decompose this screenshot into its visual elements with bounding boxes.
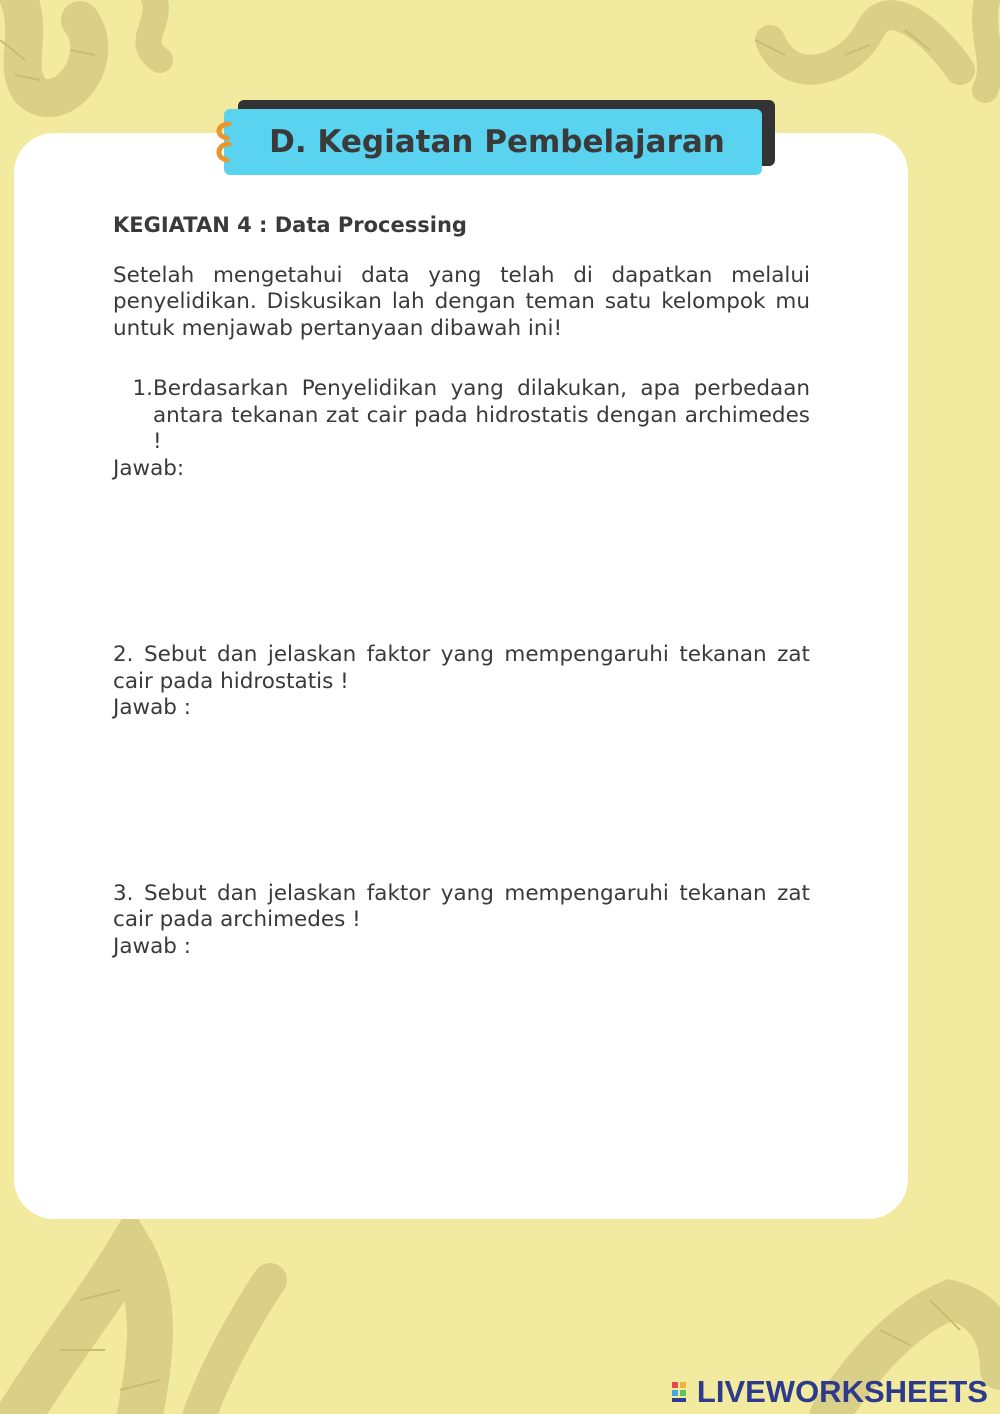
- worm-decoration-bottom-left: [20, 1250, 150, 1414]
- title-banner: [224, 109, 762, 175]
- answer-area-3[interactable]: [113, 960, 810, 1160]
- answer-label-2: Jawab :: [113, 695, 192, 720]
- answer-label-3: Jawab :: [113, 933, 192, 959]
- liveworksheets-mark-icon: [671, 1380, 695, 1404]
- question-2-text: 2. Sebut dan jelaskan faktor yang mempengaruhi tekanan zat cair pada hidrostatis !: [113, 642, 810, 694]
- activity-heading: KEGIATAN 4 : Data Processing: [113, 213, 467, 237]
- question-1: [113, 376, 810, 456]
- worm-decoration-bottom-left-2: [200, 1280, 270, 1414]
- question-3-text: 3. Sebut dan jelaskan faktor yang mempengaruhi tekanan zat cair pada archimedes !: [113, 880, 810, 932]
- question-1-number: 1.: [132, 376, 153, 401]
- worm-decoration-top-right: [770, 15, 960, 70]
- worksheet-content: [113, 212, 810, 1160]
- activity-intro: Setelah mengetahui data yang telah di dapatkan melalui penyelidikan. Diskusikan lah dengan teman satu kelompok mu untuk menjawab pertanyaan dibawah ini!: [113, 262, 810, 341]
- answer-label-1: Jawab:: [113, 455, 185, 481]
- logo-text: LIVEWORKSHEETS: [696, 1374, 988, 1409]
- answer-area-1[interactable]: [113, 482, 810, 642]
- worm-decoration-top-left: [10, 0, 89, 98]
- liveworksheets-logo[interactable]: [671, 1374, 988, 1410]
- answer-area-2[interactable]: [113, 722, 810, 881]
- page-title: D. Kegiatan Pembelajaran: [269, 124, 725, 160]
- worm-decoration-top-right-2: [985, 0, 990, 90]
- question-1-text: Berdasarkan Penyelidikan yang dilakukan, apa perbedaan antara tekanan zat cair pada hidrostatis dengan archimedes !: [153, 376, 810, 454]
- binder-ring-icon: [209, 120, 243, 166]
- worm-decoration-top-left-2: [148, 0, 160, 60]
